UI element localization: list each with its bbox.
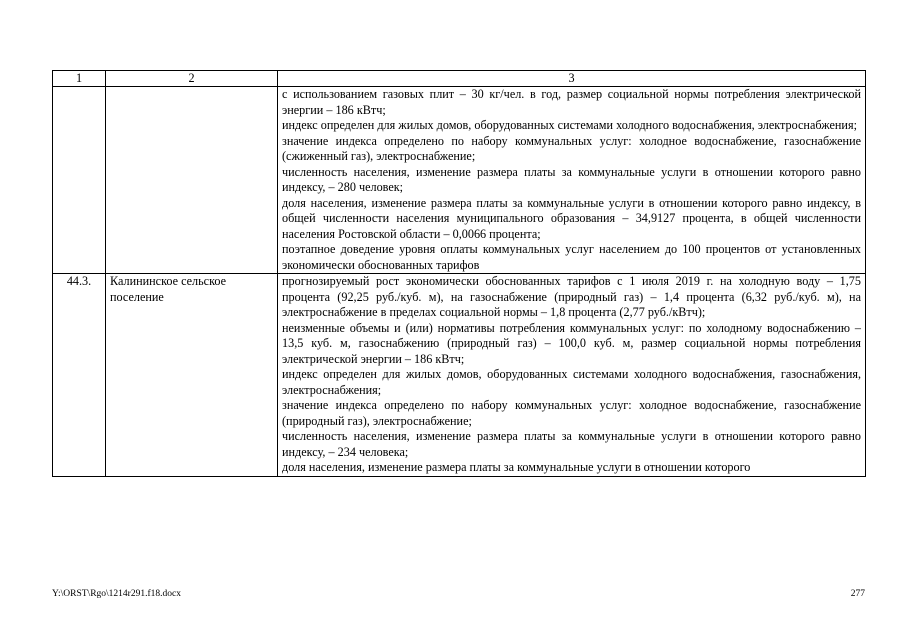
footer-file-path: Y:\ORST\Rgo\1214r291.f18.docx [52, 589, 181, 599]
detail-item: индекс определен для жилых домов, оборудованных системами холодного водоснабжения, электроснабжения; [282, 118, 857, 132]
detail-item: индекс определен для жилых домов, оборудованных системами холодного водоснабжения, газоснабжения, электроснабжения; [282, 367, 861, 397]
row-number: 44.3. [53, 274, 106, 477]
detail-item: доля населения, изменение размера платы за коммунальные услуги в отношении которого равно индексу, в общей численности населения муниципального образования – 34,9127 процента, в общей численности населения Ростовской области – 0,0066 процента; [282, 195, 861, 241]
table-row [53, 274, 866, 477]
detail-item: значение индекса определено по набору коммунальных услуг: холодное водоснабжение, газоснабжение (природный газ), электроснабжение; [282, 398, 861, 428]
detail-item: значение индекса определено по набору коммунальных услуг: холодное водоснабжение, газоснабжение (сжиженный газ), электроснабжение; [282, 133, 861, 163]
detail-item: прогнозируемый рост экономически обоснованных тарифов с 1 июля 2019 г. на холодную воду – 1,75 процента (92,25 руб./куб. м), на газоснабжение (природный газ) – 1,4 процента (6,32 руб./куб. м), на электроснабжение в пределах социальной нормы – 1,8 процента (2,77 руб./кВтч); [282, 274, 861, 319]
table-header-row [53, 71, 866, 87]
municipality-name: Калининское сельское поселение [106, 274, 278, 477]
row-details [278, 274, 866, 477]
detail-item: с использованием газовых плит – 30 кг/чел. в год, размер социальной нормы потребления электрической энергии – 186 кВтч; [282, 87, 861, 117]
column-header-1: 1 [53, 71, 106, 87]
detail-item: поэтапное доведение уровня оплаты коммунальных услуг населением до 100 процентов от установленных экономически обоснованных тарифов [282, 242, 861, 272]
footer-page-number: 277 [850, 589, 865, 599]
column-header-3: 3 [278, 71, 866, 87]
detail-item: неизменные объемы и (или) нормативы потребления коммунальных услуг: по холодному водоснабжению – 13,5 куб. м, газоснабжению (природный газ) – 100,0 куб. м, размер социальной нормы потребления электрической энергии – 186 кВтч; [282, 320, 861, 366]
detail-item: численность населения, изменение размера платы за коммунальные услуги в отношении которого равно индексу, – 280 человек; [282, 164, 861, 194]
row-details [278, 87, 866, 274]
municipality-name [106, 87, 278, 274]
detail-item: численность населения, изменение размера платы за коммунальные услуги в отношении которого равно индексу, – 234 человека; [282, 429, 861, 459]
row-number [53, 87, 106, 274]
table-row [53, 87, 866, 274]
tariff-table [52, 70, 866, 477]
column-header-2: 2 [106, 71, 278, 87]
detail-item: доля населения, изменение размера платы за коммунальные услуги в отношении которого [282, 460, 751, 474]
